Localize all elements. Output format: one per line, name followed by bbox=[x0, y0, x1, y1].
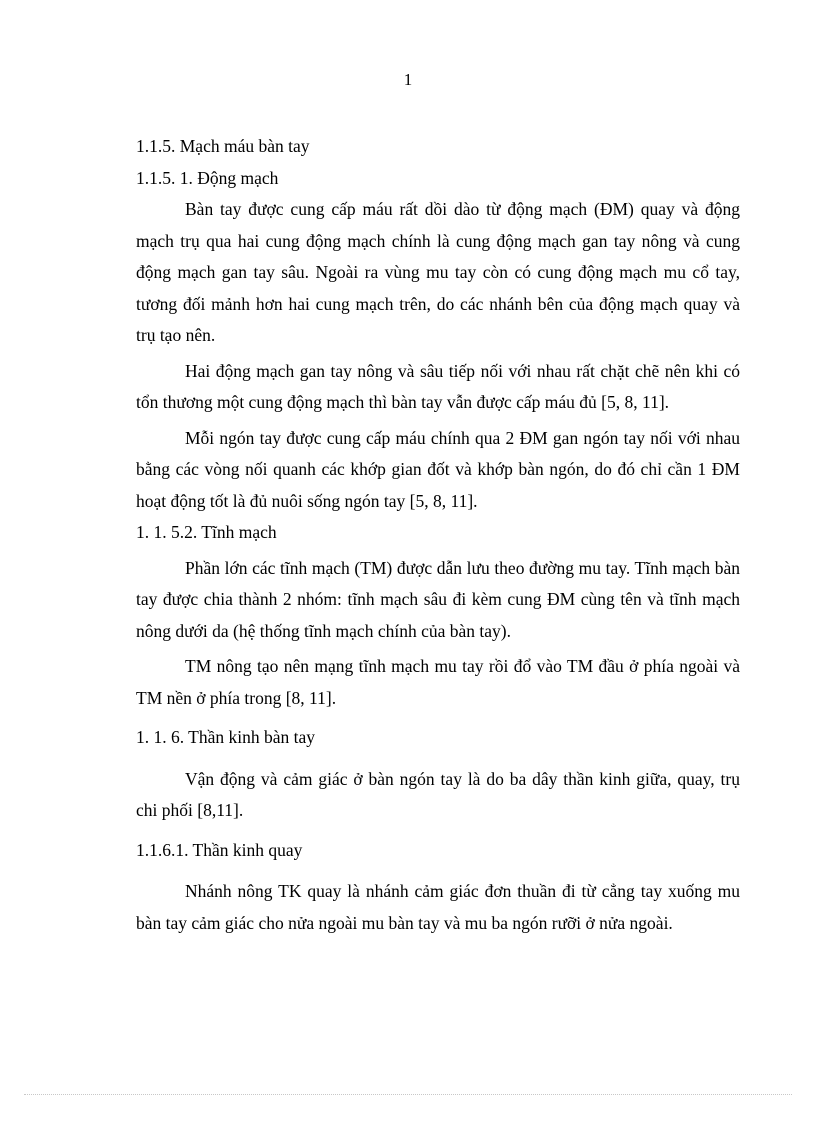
paragraph-arterial-anastomosis: Hai động mạch gan tay nông và sâu tiếp nối với nhau rất chặt chẽ nên khi có tổn thương một cung động mạch thì bàn tay vẫn được cấp máu đủ [5, 8, 11]. bbox=[136, 360, 740, 412]
paragraph-arterial-supply: Bàn tay được cung cấp máu rất dồi dào từ động mạch (ĐM) quay và động mạch trụ qua hai cung động mạch chính là cung động mạch gan tay nông và cung động mạch gan tay sâu. Ngoài ra vùng mu tay còn có cung động mạch mu cổ tay, tương đối mảnh hơn hai cung mạch trên, do các nhánh bên của động mạch quay và trụ tạo nên. bbox=[136, 199, 740, 345]
section-heading-blood-vessels: 1.1.5. Mạch máu bàn tay bbox=[136, 136, 310, 156]
document-body bbox=[136, 131, 740, 939]
subsection-heading-radial-nerve: 1.1.6.1. Thần kinh quay bbox=[136, 839, 303, 860]
page-number: 1 bbox=[403, 70, 413, 89]
paragraph-finger-arteries: Mỗi ngón tay được cung cấp máu chính qua 2 ĐM gan ngón tay nối với nhau bằng các vòng nối quanh các khớp gian đốt và khớp bàn ngón, do đó chỉ cần 1 ĐM hoạt động tốt là đủ nuôi sống ngón tay [5, 8, 11]. bbox=[136, 427, 740, 511]
page-bottom-divider bbox=[24, 1094, 792, 1095]
section-heading-hand-nerves: 1. 1. 6. Thần kinh bàn tay bbox=[136, 727, 316, 747]
subsection-heading-arteries: 1.1.5. 1. Động mạch bbox=[136, 167, 279, 188]
paragraph-venous-drainage: Phần lớn các tĩnh mạch (TM) được dẫn lưu theo đường mu tay. Tĩnh mạch bàn tay được chia thành 2 nhóm: tĩnh mạch sâu đi kèm cung ĐM cùng tên và tĩnh mạch nông dưới da (hệ thống tĩnh mạch chính của bàn tay). bbox=[136, 557, 740, 641]
paragraph-radial-nerve: Nhánh nông TK quay là nhánh cảm giác đơn thuần đi từ cẳng tay xuống mu bàn tay cảm giác cho nửa ngoài mu bàn tay và mu ba ngón rưỡi ở nửa ngoài. bbox=[136, 881, 740, 933]
subsection-heading-veins: 1. 1. 5.2. Tĩnh mạch bbox=[136, 522, 277, 542]
paragraph-nerve-supply: Vận động và cảm giác ở bàn ngón tay là do ba dây thần kinh giữa, quay, trụ chi phối [8,11]. bbox=[136, 768, 740, 820]
paragraph-superficial-veins: TM nông tạo nên mạng tĩnh mạch mu tay rồi đổ vào TM đầu ở phía ngoài và TM nền ở phía trong [8, 11]. bbox=[136, 656, 740, 708]
